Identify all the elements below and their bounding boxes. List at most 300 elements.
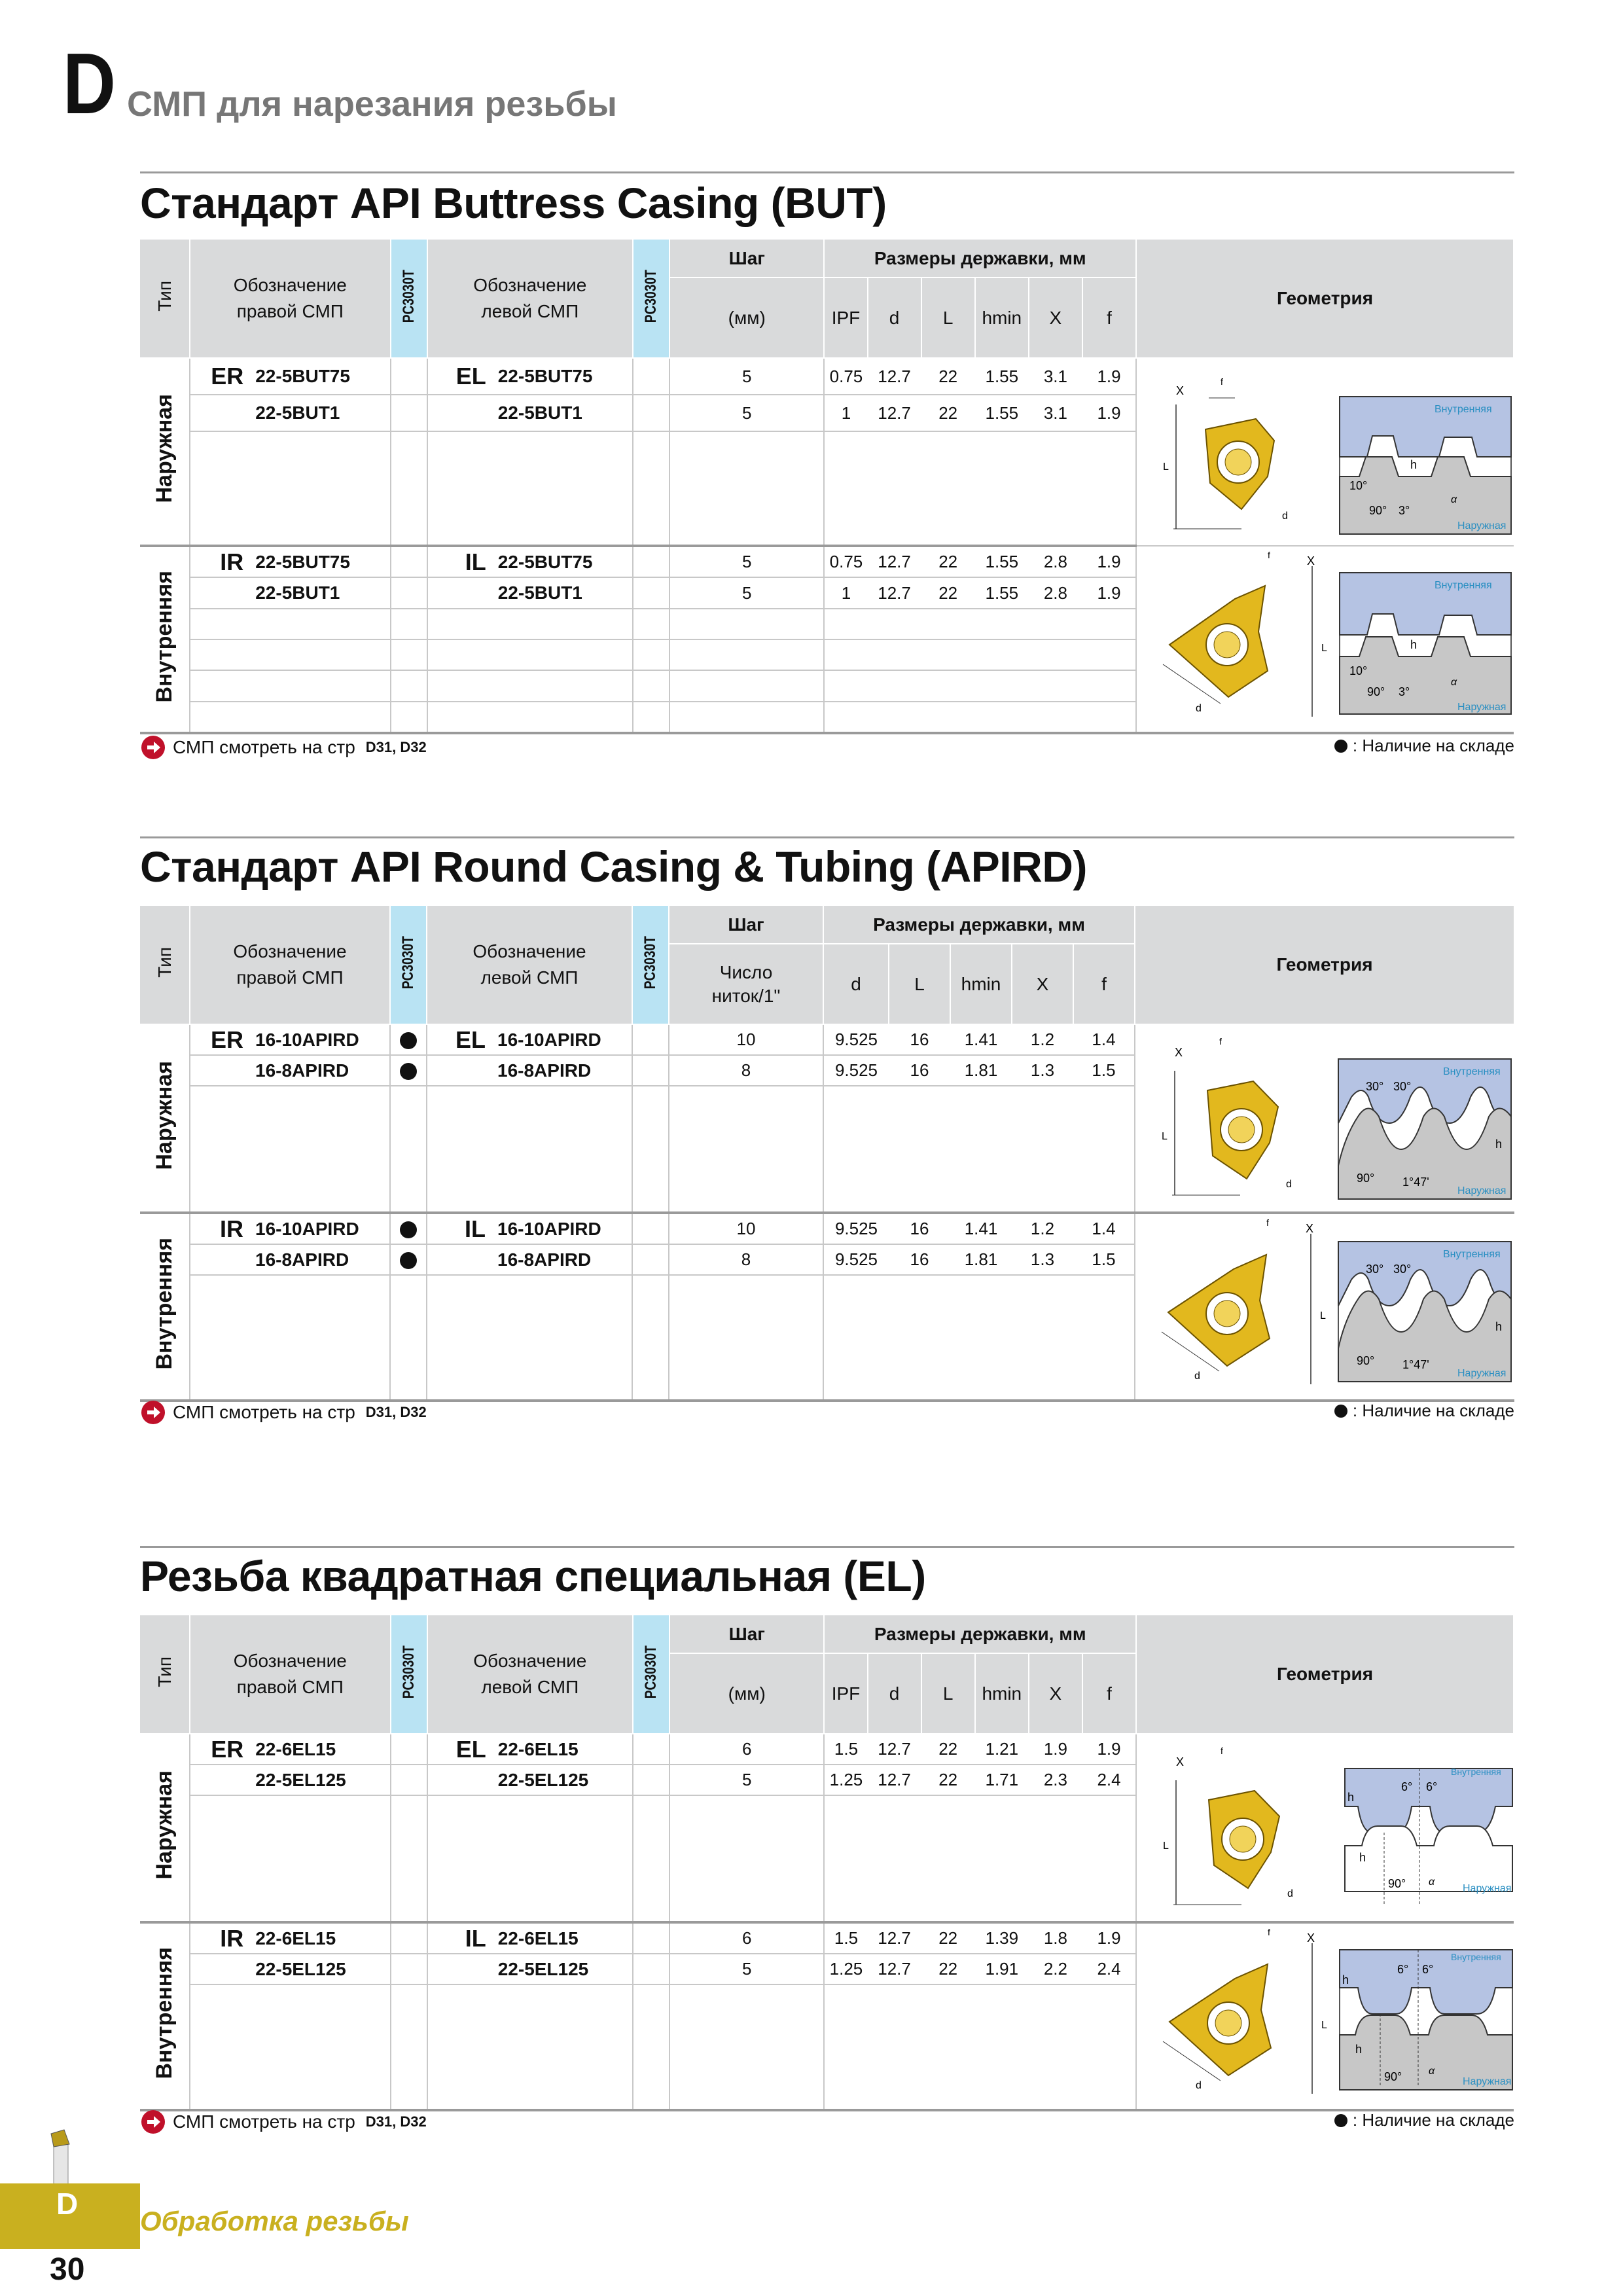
angle-label: 3° (1399, 685, 1410, 698)
dim-value: 1.9 (1082, 358, 1136, 395)
stock-cell (391, 1954, 427, 1984)
blank (427, 1954, 491, 1984)
dim-value: 1.55 (975, 546, 1029, 577)
left-tag: EL (427, 1734, 491, 1765)
left-code: 22-5BUT75 (491, 358, 633, 395)
col-dim: f (1082, 278, 1136, 358)
thread-profile (1340, 397, 1511, 534)
stock-cell (633, 395, 669, 431)
label-outer: Наружная (1457, 520, 1507, 531)
col-type-label: Тип (154, 281, 175, 312)
blank (427, 577, 491, 608)
dim-value: 1.55 (975, 577, 1029, 608)
stock-cell (390, 1213, 427, 1244)
dim-value: 22 (921, 395, 975, 431)
stock-dot-icon (400, 1252, 417, 1269)
dim-value: 12.7 (868, 395, 921, 431)
thread-profile (1345, 1767, 1512, 1905)
dim-value: 1.4 (1073, 1024, 1135, 1055)
dim-value: 1.81 (950, 1244, 1012, 1275)
type-internal: Внутренняя (140, 1213, 190, 1401)
dim-f: f (1268, 550, 1270, 560)
footer-letter: D (56, 2187, 79, 2221)
stock-cell (391, 546, 427, 577)
pitch-value: 5 (669, 577, 824, 608)
see-page-text: СМП смотреть на стр (173, 737, 355, 757)
dim-value: 1.55 (975, 358, 1029, 395)
dim-value: 1.9 (1082, 1734, 1136, 1765)
dim-value: 1.8 (1029, 1922, 1082, 1954)
blank (190, 1954, 249, 1984)
dim-value: 12.7 (868, 1954, 921, 1984)
stock-cell (633, 577, 669, 608)
stock-dot-icon (400, 1221, 417, 1238)
left-code: 22-5BUT75 (491, 546, 633, 577)
dim-value: 22 (921, 546, 975, 577)
chapter-title: СМП для нарезания резьбы (127, 84, 617, 124)
left-code: 16-10APIRD (491, 1024, 632, 1055)
type-external: Наружная (140, 358, 190, 546)
right-tag: ER (190, 1734, 249, 1765)
col-left-label: Обозначение левой СМП (473, 941, 586, 988)
stock-dot-icon (1334, 1405, 1347, 1418)
col-dim: hmin (975, 1653, 1029, 1734)
el-external-diagram (1137, 1734, 1514, 1916)
stock-legend (1334, 736, 1514, 756)
angle-label: 6° (1426, 1780, 1438, 1793)
dim-f: f (1221, 1746, 1223, 1756)
grade-label: PC3030T (399, 269, 418, 323)
dim-value: 0.75 (824, 358, 867, 395)
col-pitch: Шаг (669, 240, 824, 278)
blank (427, 1244, 491, 1275)
dim-value: 1.41 (950, 1024, 1012, 1055)
angle-label: 90° (1357, 1172, 1375, 1185)
left-code: 22-6EL15 (491, 1734, 633, 1765)
right-code: 22-5BUT75 (249, 546, 390, 577)
pitch-value: 5 (669, 1954, 824, 1984)
right-tag: IR (190, 546, 249, 577)
col-dim: X (1029, 278, 1082, 358)
blank (427, 395, 491, 431)
stock-cell (391, 1765, 427, 1795)
blank (190, 1055, 249, 1086)
dim-f: f (1221, 376, 1223, 387)
col-dim: IPF (824, 1653, 867, 1734)
stock-cell (632, 1055, 669, 1086)
see-page-ref[interactable]: D31, D32 (365, 1404, 427, 1420)
stock-legend-text: : Наличие на складе (1352, 736, 1514, 755)
dim-d: d (1282, 511, 1288, 522)
dim-value: 1.81 (950, 1055, 1012, 1086)
dim-alpha: α (1429, 2066, 1435, 2077)
angle-label: 1°47' (1402, 1358, 1429, 1371)
stock-dot-icon (400, 1032, 417, 1049)
grade-label: PC3030T (399, 1645, 418, 1699)
col-dim: L (889, 944, 950, 1024)
geometry-internal (1136, 546, 1514, 733)
right-code: 16-10APIRD (249, 1213, 390, 1244)
insert-drawing (1163, 376, 1288, 529)
but-internal-diagram (1137, 547, 1514, 727)
geometry-external (1136, 1734, 1514, 1922)
type-external: Наружная (140, 1024, 190, 1213)
pitch-value: 5 (669, 1765, 824, 1795)
dim-value: 2.3 (1029, 1765, 1082, 1795)
dim-value: 1.25 (824, 1954, 867, 1984)
dim-value: 2.8 (1029, 577, 1082, 608)
label-outer: Наружная (1457, 1368, 1507, 1379)
col-dims: Размеры державки, мм (824, 240, 1136, 278)
pitch-value: 8 (669, 1244, 823, 1275)
dim-value: 1.4 (1073, 1213, 1135, 1244)
blank (190, 395, 249, 431)
left-code: 22-5BUT1 (491, 395, 633, 431)
threading-tool-icon (39, 2125, 79, 2190)
stock-legend-text: : Наличие на складе (1352, 2110, 1514, 2130)
right-code: 22-6EL15 (249, 1734, 390, 1765)
chapter-letter: D (63, 35, 116, 132)
stock-cell (390, 1055, 427, 1086)
angle-label: 90° (1367, 685, 1385, 698)
geometry-external (1136, 358, 1514, 546)
grade-label: PC3030T (399, 935, 417, 990)
dim-value: 22 (921, 1734, 975, 1765)
dim-value: 16 (889, 1024, 950, 1055)
grade-label: PC3030T (642, 269, 660, 323)
dim-X: X (1176, 1755, 1185, 1768)
insert-drawing (1163, 1927, 1327, 2094)
col-dims: Размеры державки, мм (824, 1615, 1136, 1653)
see-page-ref[interactable]: D31, D32 (365, 2113, 427, 2130)
right-code: 16-8APIRD (249, 1055, 390, 1086)
dim-value: 12.7 (868, 1734, 921, 1765)
left-tag: IL (427, 546, 491, 577)
col-right-insert (190, 1615, 390, 1734)
left-tag: EL (427, 1024, 491, 1055)
dim-X: X (1175, 1046, 1183, 1059)
stock-cell (390, 1244, 427, 1275)
angle-label: 10° (1349, 479, 1368, 492)
but-external-diagram (1137, 359, 1514, 541)
pitch-value: 10 (669, 1213, 823, 1244)
dim-d: d (1286, 1179, 1292, 1190)
stock-cell (633, 358, 669, 395)
dim-h: h (1342, 1973, 1349, 1986)
footer-title: Обработка резьбы (140, 2206, 409, 2236)
see-page-note (140, 1399, 427, 1426)
section-title: Стандарт API Buttress Casing (BUT) (140, 179, 887, 227)
col-right-label: Обозначение правой СМП (233, 275, 347, 321)
dim-value: 2.8 (1029, 546, 1082, 577)
col-type (140, 240, 190, 358)
type-external: Наружная (140, 1734, 190, 1922)
angle-label: 6° (1401, 1780, 1413, 1793)
col-grade-right (391, 1615, 427, 1734)
blank (427, 1055, 491, 1086)
col-left-insert (427, 1615, 633, 1734)
thread-profile (1338, 1242, 1511, 1382)
see-page-text: СМП смотреть на стр (173, 1402, 355, 1422)
dim-value: 1.9 (1082, 1922, 1136, 1954)
dim-value: 3.1 (1029, 395, 1082, 431)
dim-value: 2.2 (1029, 1954, 1082, 1984)
dim-value: 1.3 (1012, 1055, 1073, 1086)
angle-label: 30° (1366, 1080, 1384, 1093)
left-code: 22-5BUT1 (491, 577, 633, 608)
stock-cell (391, 358, 427, 395)
dim-value: 1.5 (1073, 1055, 1135, 1086)
dim-X: X (1176, 384, 1185, 397)
left-code: 16-8APIRD (491, 1055, 632, 1086)
dim-L: L (1321, 643, 1327, 654)
dim-h: h (1410, 638, 1418, 651)
dim-value: 9.525 (823, 1024, 889, 1055)
thread-profile (1338, 1059, 1511, 1199)
dim-L: L (1321, 2020, 1327, 2031)
stock-cell (633, 1922, 669, 1954)
section-title: Стандарт API Round Casing & Tubing (APIRD) (140, 842, 1087, 891)
stock-cell (633, 1734, 669, 1765)
apird-external-diagram (1135, 1025, 1515, 1207)
col-right-label: Обозначение правой СМП (233, 1651, 347, 1697)
angle-label: 90° (1388, 1877, 1406, 1890)
col-pitch-unit: (мм) (669, 1653, 824, 1734)
stock-cell (633, 1765, 669, 1795)
dim-value: 1.91 (975, 1954, 1029, 1984)
stock-legend (1334, 1401, 1514, 1421)
blank (427, 1765, 491, 1795)
angle-label: 90° (1357, 1354, 1375, 1367)
label-outer: Наружная (1457, 702, 1507, 713)
dim-value: 1.55 (975, 395, 1029, 431)
page-number: 30 (50, 2252, 85, 2287)
dim-f: f (1219, 1036, 1222, 1047)
grade-label: PC3030T (641, 935, 659, 990)
dim-value: 22 (921, 1954, 975, 1984)
stock-cell (390, 1024, 427, 1055)
dim-value: 3.1 (1029, 358, 1082, 395)
dim-value: 2.4 (1082, 1765, 1136, 1795)
pitch-value: 6 (669, 1922, 824, 1954)
right-tag: ER (190, 1024, 249, 1055)
col-dim: hmin (950, 944, 1012, 1024)
dim-d: d (1287, 1888, 1293, 1899)
angle-label: 30° (1366, 1263, 1384, 1276)
geometry-internal (1135, 1213, 1514, 1401)
dim-d: d (1196, 703, 1202, 714)
col-pitch: Шаг (669, 1615, 824, 1653)
dim-value: 1.2 (1012, 1024, 1073, 1055)
label-inner: Внутренняя (1443, 1066, 1501, 1077)
right-tag: IR (190, 1922, 249, 1954)
arrow-right-icon (140, 734, 166, 761)
col-dim: d (868, 278, 921, 358)
left-code: 22-5EL125 (491, 1765, 633, 1795)
insert-drawing (1162, 1036, 1292, 1195)
col-grade-right (390, 906, 427, 1024)
dim-h: h (1410, 458, 1418, 471)
col-left-label: Обозначение левой СМП (473, 1651, 587, 1697)
stock-dot-icon (400, 1063, 417, 1080)
dim-value: 22 (921, 1922, 975, 1954)
col-dim: L (921, 1653, 975, 1734)
stock-cell (632, 1024, 669, 1055)
thread-profile (1340, 1950, 1512, 2090)
col-geometry: Геометрия (1135, 906, 1514, 1024)
col-grade-left (632, 906, 669, 1024)
pitch-value: 5 (669, 358, 824, 395)
left-tag: EL (427, 358, 491, 395)
angle-label: 90° (1384, 2070, 1402, 2083)
dim-X: X (1307, 1931, 1315, 1945)
stock-cell (391, 577, 427, 608)
col-dim: d (823, 944, 889, 1024)
right-tag: IR (190, 1213, 249, 1244)
label-outer: Наружная (1463, 2076, 1512, 2087)
dim-value: 1.25 (824, 1765, 867, 1795)
insert-drawing (1162, 1217, 1326, 1384)
dim-value: 2.4 (1082, 1954, 1136, 1984)
col-grade-left (633, 240, 669, 358)
apird-internal-diagram (1135, 1214, 1515, 1395)
stock-dot-icon (1334, 740, 1347, 753)
geometry-internal (1136, 1922, 1514, 2110)
label-outer: Наружная (1463, 1883, 1512, 1894)
pitch-value: 5 (669, 546, 824, 577)
dim-value: 16 (889, 1055, 950, 1086)
spec-table-apird (140, 906, 1515, 1402)
col-grade-left (633, 1615, 669, 1734)
el-internal-diagram (1137, 1924, 1514, 2104)
dim-alpha: α (1429, 1876, 1435, 1888)
col-dim: f (1073, 944, 1135, 1024)
col-left-label: Обозначение левой СМП (473, 275, 587, 321)
col-dim: IPF (824, 278, 867, 358)
left-tag: IL (427, 1213, 491, 1244)
right-code: 22-5EL125 (249, 1954, 390, 1984)
dim-value: 1 (824, 395, 867, 431)
left-tag: IL (427, 1922, 491, 1954)
dim-value: 1.71 (975, 1765, 1029, 1795)
dim-value: 1.5 (1073, 1244, 1135, 1275)
right-code: 22-5EL125 (249, 1765, 390, 1795)
dim-h: h (1347, 1791, 1355, 1804)
grade-label: PC3030T (642, 1645, 660, 1699)
label-inner: Внутренняя (1435, 404, 1492, 415)
dim-value: 1.2 (1012, 1213, 1073, 1244)
right-code: 22-5BUT1 (249, 577, 390, 608)
label-inner: Внутренняя (1451, 1952, 1501, 1962)
dim-value: 1.39 (975, 1922, 1029, 1954)
right-code: 22-5BUT1 (249, 395, 390, 431)
see-page-ref[interactable]: D31, D32 (365, 739, 427, 755)
right-code: 22-5BUT75 (249, 358, 390, 395)
dim-value: 1.41 (950, 1213, 1012, 1244)
blank (190, 1244, 249, 1275)
col-right-insert (190, 240, 390, 358)
geometry-external (1135, 1024, 1514, 1213)
dim-value: 12.7 (868, 358, 921, 395)
dim-alpha: α (1451, 677, 1457, 688)
dim-d: d (1194, 1371, 1200, 1382)
dim-value: 16 (889, 1213, 950, 1244)
col-left-insert (427, 906, 632, 1024)
angle-label: 6° (1397, 1963, 1409, 1976)
col-right-insert (190, 906, 390, 1024)
type-internal: Внутренняя (140, 546, 190, 733)
dim-value: 12.7 (868, 1922, 921, 1954)
dim-value: 0.75 (824, 546, 867, 577)
left-code: 16-8APIRD (491, 1244, 632, 1275)
dim-alpha: α (1451, 494, 1457, 505)
dim-value: 16 (889, 1244, 950, 1275)
col-dim: L (921, 278, 975, 358)
dim-value: 1.3 (1012, 1244, 1073, 1275)
pitch-value: 6 (669, 1734, 824, 1765)
dim-f: f (1268, 1927, 1270, 1937)
arrow-right-icon (140, 1399, 166, 1426)
insert-drawing (1163, 550, 1327, 717)
label-outer: Наружная (1457, 1185, 1507, 1196)
right-code: 16-10APIRD (249, 1024, 390, 1055)
right-tag: ER (190, 358, 249, 395)
see-page-note (140, 2109, 427, 2135)
col-left-insert (427, 240, 633, 358)
dim-value: 12.7 (868, 546, 921, 577)
dim-h: h (1359, 1851, 1366, 1864)
col-dim: f (1082, 1653, 1136, 1734)
right-code: 22-6EL15 (249, 1922, 390, 1954)
stock-cell (632, 1213, 669, 1244)
section-title: Резьба квадратная специальная (EL) (140, 1552, 926, 1600)
dim-value: 1.5 (824, 1734, 867, 1765)
angle-label: 30° (1393, 1080, 1412, 1093)
col-pitch-unit: (мм) (669, 278, 824, 358)
dim-h: h (1495, 1320, 1503, 1333)
dim-value: 9.525 (823, 1244, 889, 1275)
angle-label: 1°47' (1402, 1175, 1429, 1189)
dim-value: 12.7 (868, 577, 921, 608)
arrow-right-icon (140, 2109, 166, 2135)
dim-value: 9.525 (823, 1055, 889, 1086)
section-rule (140, 836, 1514, 838)
dim-value: 1.9 (1082, 395, 1136, 431)
dim-L: L (1163, 1840, 1169, 1852)
dim-value: 9.525 (823, 1213, 889, 1244)
spec-table-but (140, 240, 1514, 734)
dim-value: 1.9 (1082, 546, 1136, 577)
see-page-text: СМП смотреть на стр (173, 2111, 355, 2132)
spec-table-el (140, 1615, 1514, 2111)
angle-label: 10° (1349, 664, 1368, 677)
col-dim: hmin (975, 278, 1029, 358)
angle-label: 3° (1399, 504, 1410, 517)
dim-value: 22 (921, 1765, 975, 1795)
pitch-value: 8 (669, 1055, 823, 1086)
stock-legend-text: : Наличие на складе (1352, 1401, 1514, 1420)
left-code: 16-10APIRD (491, 1213, 632, 1244)
type-internal: Внутренняя (140, 1922, 190, 2110)
col-type (140, 906, 190, 1024)
col-type-label: Тип (154, 947, 175, 978)
stock-cell (391, 395, 427, 431)
dim-L: L (1163, 461, 1169, 473)
section-rule (140, 1546, 1514, 1548)
stock-cell (391, 1734, 427, 1765)
dim-f: f (1266, 1217, 1269, 1228)
thread-profile (1340, 573, 1511, 714)
